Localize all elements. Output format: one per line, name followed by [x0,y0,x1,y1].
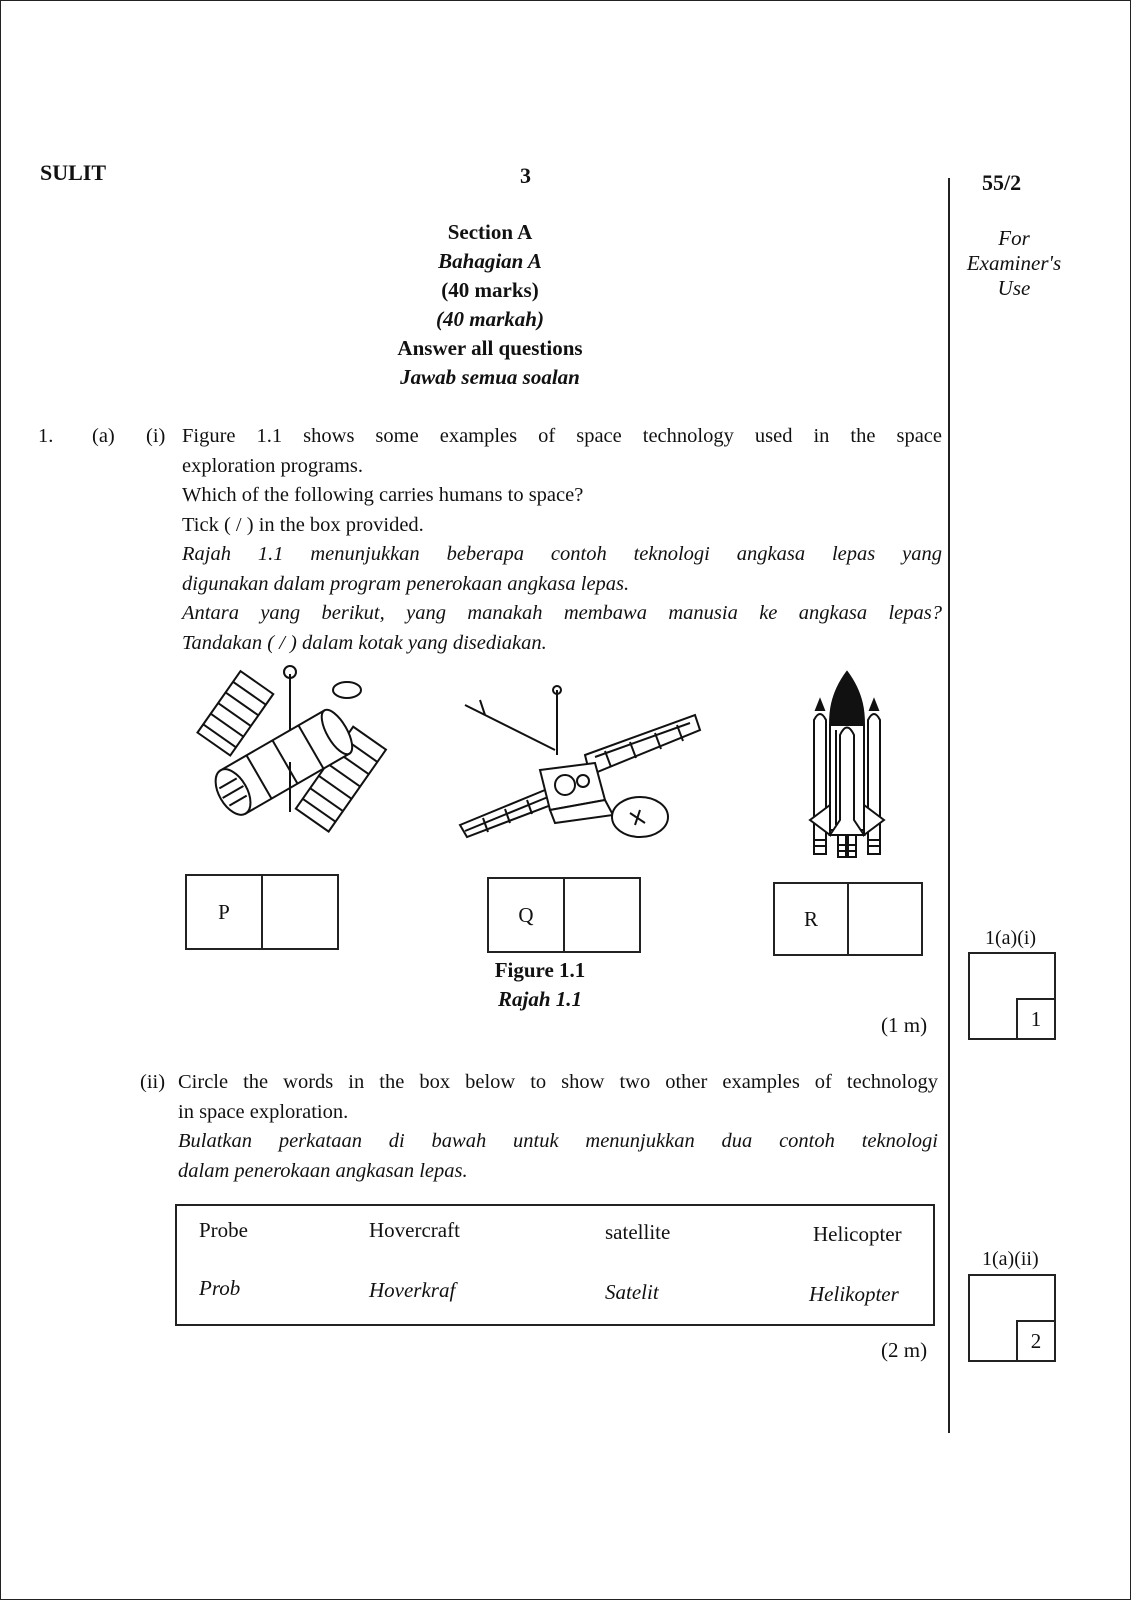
sub-question-ii: (ii) [140,1071,166,1093]
tick-box-p[interactable] [263,876,337,948]
page-number: 3 [520,163,531,188]
option-p-label: P [187,876,263,948]
probe-illustration [455,685,705,845]
answer-box-r [773,882,923,956]
marks-i: (1 m) [881,1013,928,1037]
examiner-column-line [948,178,950,1433]
sulit-label: SULIT [40,160,107,185]
word-probe[interactable]: Probe [199,1218,248,1242]
margin-label-1: 1(a)(i) [985,927,1037,949]
word-hovercraft[interactable]: Hovercraft [369,1218,460,1242]
word-helikopter[interactable]: Helikopter [809,1282,899,1306]
tick-box-r[interactable] [849,884,921,954]
margin-mark-2: 2 [1016,1320,1056,1362]
examiner-use-label: For Examiner's Use [966,226,1062,300]
word-prob[interactable]: Prob [199,1276,241,1300]
question-part: (a) [92,425,115,447]
figure-caption: Figure 1.1 Rajah 1.1 [494,958,586,1011]
margin-label-2: 1(a)(ii) [982,1248,1039,1270]
marks-ii: (2 m) [881,1338,928,1362]
word-satelit[interactable]: Satelit [605,1280,659,1304]
answer-box-p [185,874,339,950]
tick-box-q[interactable] [565,879,639,951]
option-q-label: Q [489,879,565,951]
option-r-label: R [775,884,849,954]
margin-mark-box-1 [968,952,1056,1040]
section-heading: Section A Bahagian A (40 marks) (40 markah) Answer all questions Jawab semua soalan [397,220,583,389]
question-number: 1. [38,425,54,447]
paper-code: 55/2 [982,170,1022,195]
sub-question-i: (i) [146,425,166,447]
question-i-text: Figure 1.1 shows some examples of space technology used in the space exploration programs. Which of the following carries humans to space? Tick ( / ) in the box provided. Rajah 1.1 menunjukkan beberapa contoh teknologi angkasa lepas yang digunakan dalam program penerokaan angkasa lepas. Antara yang berikut, yang manakah membawa manusia ke angkasa lepas? Tandakan ( / ) dalam kotak yang disediakan. [182,425,942,654]
question-ii-text: Circle the words in the box below to show two other examples of technology in space exploration. Bulatkan perkataan di bawah untuk menunjukkan dua contoh teknologi dalam penerokaan angkasan lepas. [178,1071,938,1182]
margin-mark-box-2 [968,1274,1056,1362]
shuttle-illustration [800,670,895,870]
answer-box-q [487,877,641,953]
word-helicopter[interactable]: Helicopter [813,1222,902,1246]
word-choice-box [175,1204,935,1326]
margin-mark-1: 1 [1016,998,1056,1040]
word-satellite[interactable]: satellite [605,1220,671,1244]
word-hoverkraf[interactable]: Hoverkraf [369,1278,456,1302]
telescope-illustration [185,662,390,847]
